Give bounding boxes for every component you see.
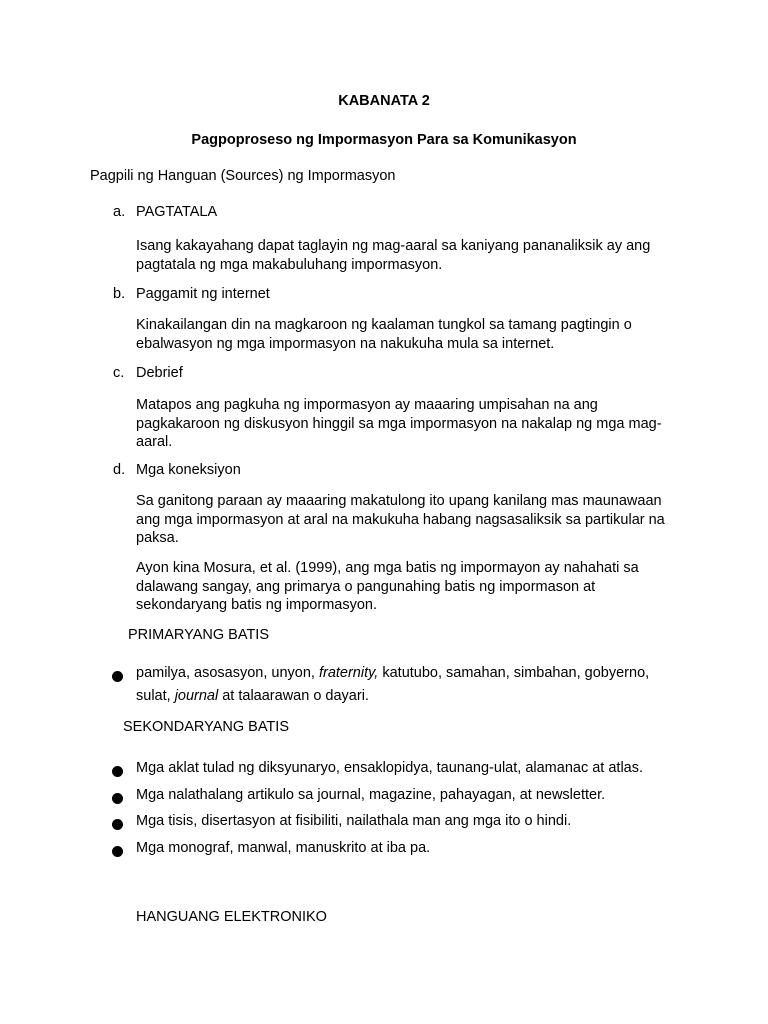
bullet-text-part: pamilya, asosasyon, unyon, [136,665,319,681]
bullet-dot [112,793,123,804]
bullet-dot [112,766,123,777]
secondary-bullet-item: Mga monograf, manwal, manuskrito at iba pa. [136,840,431,856]
item-body-debrief: Matapos ang pagkuha ng impormasyon ay maaaring umpisahan na ang pagkakaroon ng diskusyon hinggil sa mga impormasyon na nakalap ng mga mag-aaral. [136,397,662,450]
item-heading-internet: Paggamit ng internet [136,286,270,302]
primary-bullet-line1 [136,665,649,681]
list-marker-d: d. [113,462,126,478]
list-marker-b: b. [113,286,126,302]
secondary-bullet-item: Mga tisis, disertasyon at fisibiliti, nailathala man ang mga ito o hindi. [136,813,572,829]
primary-bullet-line2 [136,688,369,704]
secondary-bullet-item: Mga aklat tulad ng diksyunaryo, ensaklopidya, taunang-ulat, alamanac at atlas. [136,760,644,776]
item-body-pagtatala: Isang kakayahang dapat taglayin ng mag-aaral sa kaniyang pananaliksik ay ang pagtatala ng mga makabuluhang impormasyon. [136,238,651,273]
primary-sources-heading: PRIMARYANG BATIS [128,627,269,643]
list-marker-a: a. [113,204,126,220]
secondary-bullet-item: Mga nalathalang artikulo sa journal, magazine, pahayagan, at newsletter. [136,787,606,803]
item-body-internet: Kinakailangan din na magkaroon ng kaalaman tungkol sa tamang pagtingin o ebalwasyon ng mga impormasyon na nakukuha mula sa internet. [136,317,632,352]
bullet-dot [112,819,123,830]
bullet-dot [112,846,123,857]
item-heading-debrief: Debrief [136,365,183,381]
bullet-text-part: at talaarawan o dayari. [218,688,369,704]
bullet-text-part: sulat, [136,688,175,704]
chapter-heading: KABANATA 2 [338,93,430,109]
ayon-paragraph: Ayon kina Mosura, et al. (1999), ang mga batis ng impormayon ay nahahati sa dalawang sangay, ang primarya o pangunahing batis ng impormason at sekondaryang batis ng impormasyon. [136,560,639,613]
bullet-text-part: katutubo, samahan, simbahan, gobyerno, [378,665,650,681]
electronic-sources-heading: HANGUANG ELEKTRONIKO [136,909,327,925]
bullet-dot [112,671,123,682]
secondary-sources-heading: SEKONDARYANG BATIS [123,719,289,735]
item-body-koneksiyon: Sa ganitong paraan ay maaaring makatulong ito upang kanilang mas maunawaan ang mga impormasyon at aral na makukuha habang nagsasaliksik sa partikular na paksa. [136,493,665,546]
document-title: Pagpoproseso ng Impormasyon Para sa Komunikasyon [191,132,577,148]
item-heading-pagtatala: PAGTATALA [136,204,218,220]
bullet-italic-text: journal [174,688,219,704]
bullet-italic-text: fraternity, [318,665,379,681]
list-marker-c: c. [113,365,125,381]
item-heading-koneksiyon: Mga koneksiyon [136,462,241,478]
section-heading: Pagpili ng Hanguan (Sources) ng Impormasyon [90,168,396,184]
